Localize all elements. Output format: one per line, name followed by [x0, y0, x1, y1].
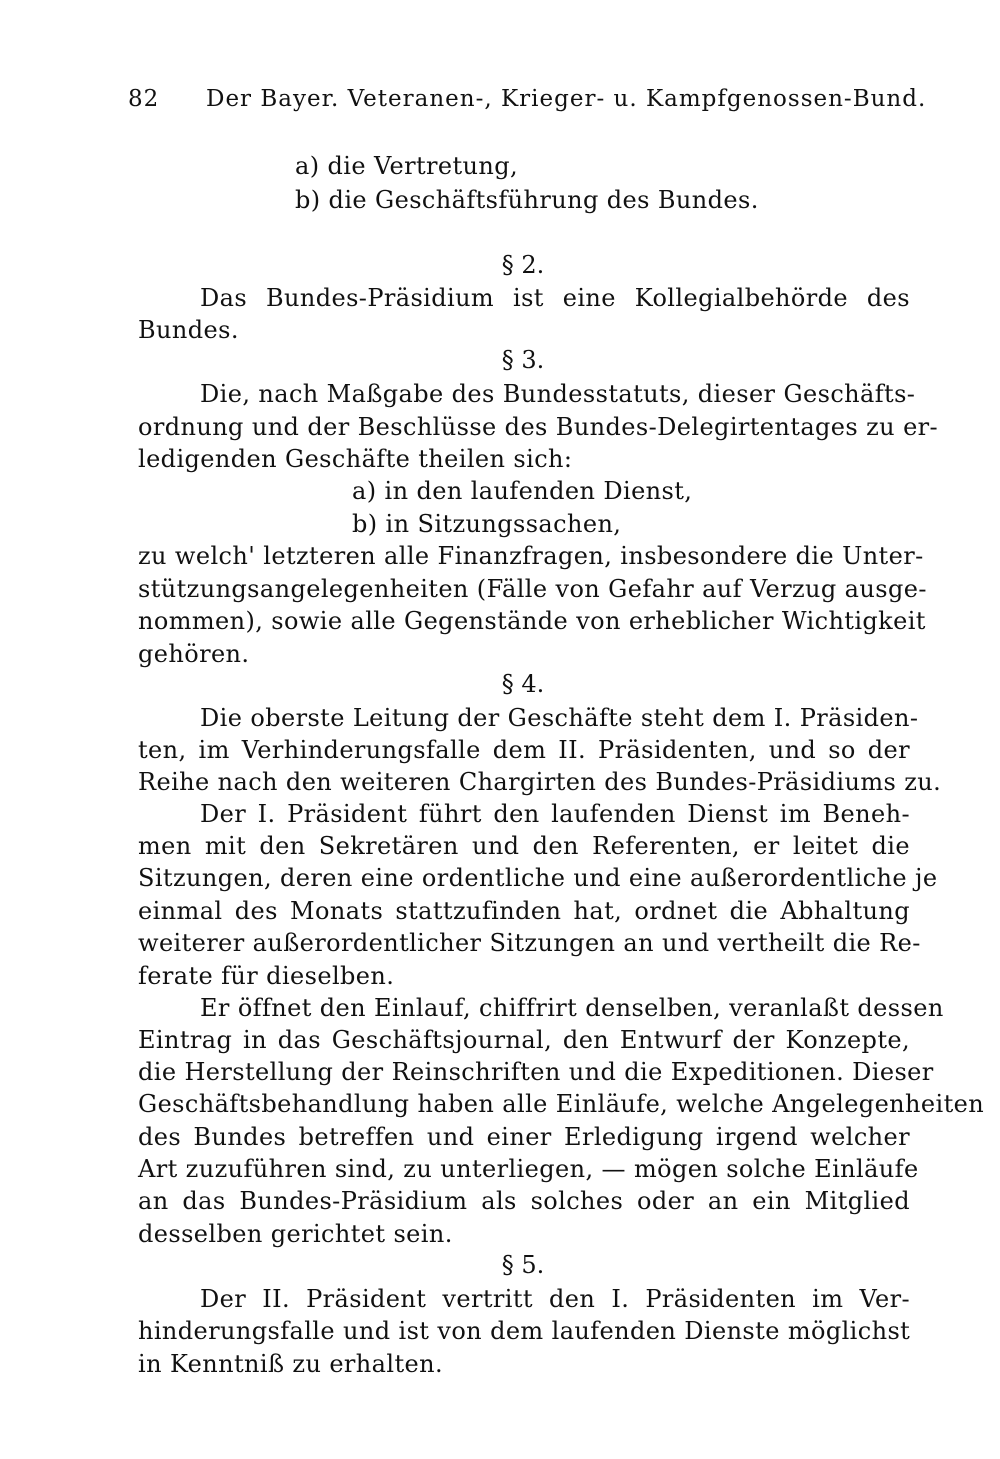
list-item: a) in den laufenden Dienst, — [352, 477, 693, 505]
section-heading: § 3. — [501, 346, 545, 374]
text-line: ten, im Verhinderungsfalle dem II. Präsidenten, und so der — [138, 736, 910, 764]
text-line: Eintrag in das Geschäftsjournal, den Entwurf der Konzepte, — [138, 1026, 910, 1054]
text-line: die Herstellung der Reinschriften und die Expeditionen. Dieser — [138, 1058, 934, 1086]
text-line: einmal des Monats stattzufinden hat, ordnet die Abhaltung — [138, 897, 910, 925]
text-line: Geschäftsbehandlung haben alle Einläufe, welche Angelegenheiten — [138, 1090, 985, 1118]
section-heading: § 5. — [501, 1251, 545, 1279]
text-line: men mit den Sekretären und den Referenten, er leitet die — [138, 832, 910, 860]
text-line: an das Bundes-Präsidium als solches oder an ein Mitglied — [138, 1187, 910, 1215]
text-line: Der I. Präsident führt den laufenden Dienst im Beneh- — [200, 800, 910, 828]
text-line: ordnung und der Beschlüsse des Bundes-Delegirtentages zu er- — [138, 413, 939, 441]
text-line: Das Bundes-Präsidium ist eine Kollegialbehörde des — [200, 284, 910, 312]
text-line: des Bundes betreffen und einer Erledigung irgend welcher — [138, 1123, 910, 1151]
text-line: Reihe nach den weiteren Chargirten des Bundes-Präsidiums zu. — [138, 768, 942, 796]
text-line: ferate für dieselben. — [138, 962, 395, 990]
text-line: gehören. — [138, 640, 250, 668]
text-line: desselben gerichtet sein. — [138, 1220, 453, 1248]
page-header — [128, 86, 927, 118]
list-item: a) die Vertretung, — [295, 152, 519, 180]
text-line: Die oberste Leitung der Geschäfte steht dem I. Präsiden- — [200, 704, 919, 732]
text-line: Die, nach Maßgabe des Bundesstatuts, dieser Geschäfts- — [200, 380, 916, 408]
list-item: b) in Sitzungssachen, — [352, 510, 622, 538]
text-line: Der II. Präsident vertritt den I. Präsidenten im Ver- — [200, 1285, 910, 1313]
running-head: Der Bayer. Veteranen-, Krieger- u. Kampfgenossen-Bund. — [206, 86, 927, 112]
text-line: hinderungsfalle und ist von dem laufenden Dienste möglichst — [138, 1317, 911, 1345]
page-number: 82 — [128, 86, 160, 112]
text-line: Bundes. — [138, 316, 239, 344]
text-line: Er öffnet den Einlauf, chiffrirt denselben, veranlaßt dessen — [200, 994, 944, 1022]
text-line: zu welch' letzteren alle Finanzfragen, insbesondere die Unter- — [138, 542, 924, 570]
section-heading: § 4. — [501, 670, 545, 698]
text-line: Art zuzuführen sind, zu unterliegen, — mögen solche Einläufe — [138, 1155, 919, 1183]
text-line: Sitzungen, deren eine ordentliche und eine außerordentliche je — [138, 864, 938, 892]
list-item: b) die Geschäftsführung des Bundes. — [295, 186, 759, 214]
text-line: in Kenntniß zu erhalten. — [138, 1350, 443, 1378]
text-line: stützungsangelegenheiten (Fälle von Gefahr auf Verzug ausge- — [138, 575, 927, 603]
text-line: nommen), sowie alle Gegenstände von erheblicher Wichtigkeit — [138, 607, 926, 635]
text-line: ledigenden Geschäfte theilen sich: — [138, 445, 573, 473]
text-line: weiterer außerordentlicher Sitzungen an und vertheilt die Re- — [138, 929, 921, 957]
section-heading: § 2. — [501, 251, 545, 279]
